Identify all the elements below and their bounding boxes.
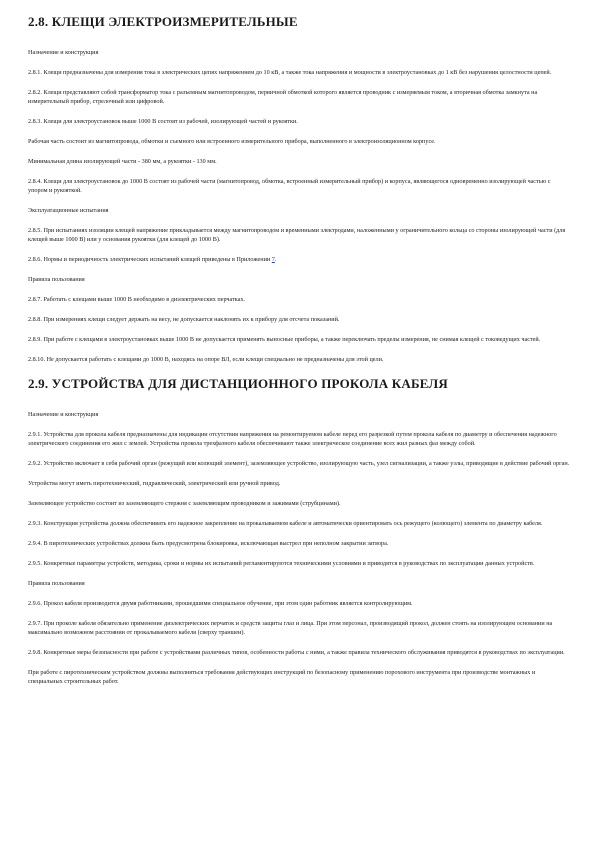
paragraph-2-9-2: 2.9.2. Устройство включает в себя рабочий орган (режущий или колющий элемент), заземляющее устройство, изолирующую часть, узел сигнализации, а также узлы, приводящие в действие рабочий орган. [28, 460, 570, 467]
subheading-usage-rules-2: Правила пользования [28, 580, 85, 587]
appendix-link[interactable]: 7 [271, 256, 275, 263]
paragraph-2-8-6-end: . [274, 256, 277, 263]
paragraph-2-9-3: 2.9.3. Конструкция устройства должна обеспечивать его надежное закрепление на прокалываемом кабеле и автоматически ориентировать ось режущего (колющего) элемента по диаметру кабеля. [28, 520, 543, 527]
paragraph-2-9-5: 2.9.5. Конкретные параметры устройств, методика, сроки и нормы их испытаний регламентируются техническими условиями и приводятся в руководствах по эксплуатации данных устройств. [28, 560, 535, 567]
paragraph-2-8-10: 2.8.10. Не допускается работать с клещами до 1000 В, находясь на опоре ВЛ, если клещи специально не предназначены для этой цели. [28, 356, 384, 363]
paragraph-2-8-9: 2.8.9. При работе с клещами в электроустановках выше 1000 В не допускается применять выносные приборы, а также переключать пределы измерения, не снимая клещей с токоведущих частей. [28, 336, 541, 343]
paragraph-2-9-6: 2.9.6. Прокол кабеля производится двумя работниками, прошедшими специальное обучение, при этом один работник является контролирующим. [28, 600, 413, 607]
paragraph-2-8-6 [28, 255, 571, 264]
paragraph-2-8-3: 2.8.3. Клещи для электроустановок выше 1000 В состоят из рабочей, изолирующей частей и рукоятки. [28, 118, 298, 125]
paragraph-2-8-2: 2.8.2. Клещи представляют собой трансформатор тока с разъемным магнитопроводом, первичной обмоткой которого является проводник с измеряемым током, а вторичная обмотка замкнута на измерительный прибор, стрелочный или цифровой. [28, 89, 538, 105]
paragraph-2-9-7: 2.9.7. При проколе кабеля обязательно применение диэлектрических перчаток и средств защиты глаз и лица. При этом персонал, производящий прокол, должен стоять на изолирующем основании на максимально возможном расстоянии от прокалываемого кабеля (сверху траншеи). [28, 620, 553, 636]
paragraph-drive-types: Устройства могут иметь пиротехнический, гидравлический, электрический или ручной привод. [28, 480, 281, 487]
paragraph-2-8-7: 2.8.7. Работать с клещами выше 1000 В необходимо в диэлектрических перчатках. [28, 296, 246, 303]
paragraph-2-9-1: 2.9.1. Устройства для прокола кабеля предназначены для индикации отсутствия напряжения на ремонтируемом кабеле перед его разрезкой путем прокола кабеля по диаметру и обеспечения надежного электрического соединения его жил с землей. Устройства прокола трехфазного кабеля обеспечивают также электрическое соединение всех жил разных фаз между собой. [28, 431, 557, 447]
subheading-purpose: Назначение и конструкция [28, 49, 99, 56]
subheading-purpose-2: Назначение и конструкция [28, 411, 99, 418]
paragraph-working-part: Рабочая часть состоит из магнитопровода, обмотки и съемного или встроенного измерительного прибора, выполненного в электроизоляционном корпусе. [28, 138, 436, 145]
paragraph-2-8-4: 2.8.4. Клещи для электроустановок до 1000 В состоят из рабочей части (магнитопровод, обмотка, встроенный измерительный прибор) и корпуса, являющегося одновременно изолирующей частью с упором и рукояткой. [28, 178, 551, 194]
paragraph-2-8-5: 2.8.5. При испытаниях изоляции клещей напряжение прикладывается между магнитопроводом и временными электродами, наложенными у ограничительного кольца со стороны изолирующей части (для клещей выше 1000 В) или у основания рукоятки (для клещей до 1000 В). [28, 227, 566, 243]
section-title-electro-clamps: 2.8. КЛЕЩИ ЭЛЕКТРОИЗМЕРИТЕЛЬНЫЕ [28, 14, 298, 29]
subheading-usage-rules: Правила пользования [28, 276, 85, 283]
section-title-cable-puncture: 2.9. УСТРОЙСТВА ДЛЯ ДИСТАНЦИОННОГО ПРОКОЛА КАБЕЛЯ [28, 376, 448, 391]
paragraph-2-9-8: 2.9.8. Конкретные меры безопасности при работе с устройствами различных типов, особенности работы с ними, а также правила технического обслуживания приводятся в руководствах по эксплуатации. [28, 649, 565, 656]
paragraph-2-8-6-text: 2.8.6. Нормы и периодичность электрических испытаний клещей приведены в Приложении [28, 256, 272, 263]
paragraph-2-8-8: 2.8.8. При измерениях клещи следует держать на весу, не допускается наклонять их к прибору для отсчета показаний. [28, 316, 340, 323]
paragraph-2-8-1: 2.8.1. Клещи предназначены для измерения тока в электрических цепях напряжением до 10 кВ, а также тока напряжения и мощности в электроустановках до 1 кВ без нарушения целостности цепей. [28, 69, 552, 76]
subheading-tests: Эксплуатационные испытания [28, 207, 109, 214]
paragraph-pyrotechnic: При работе с пиротехническим устройством должны выполняться требования действующих инструкций по безопасному применению порохового инструмента при производстве монтажных и специальных строительных работ. [28, 669, 536, 685]
paragraph-2-9-4: 2.9.4. В пиротехнических устройствах должна быть предусмотрена блокировка, исключающая выстрел при неполном закрытии затвора. [28, 540, 389, 547]
paragraph-min-length: Минимальная длина изолирующей части - 380 мм, а рукоятки - 130 мм. [28, 158, 217, 165]
paragraph-grounding-device: Заземляющее устройство состоит из заземляющего стержня с заземляющим проводником и зажимами (струбцинами). [28, 500, 341, 507]
document-page [28, 14, 571, 697]
